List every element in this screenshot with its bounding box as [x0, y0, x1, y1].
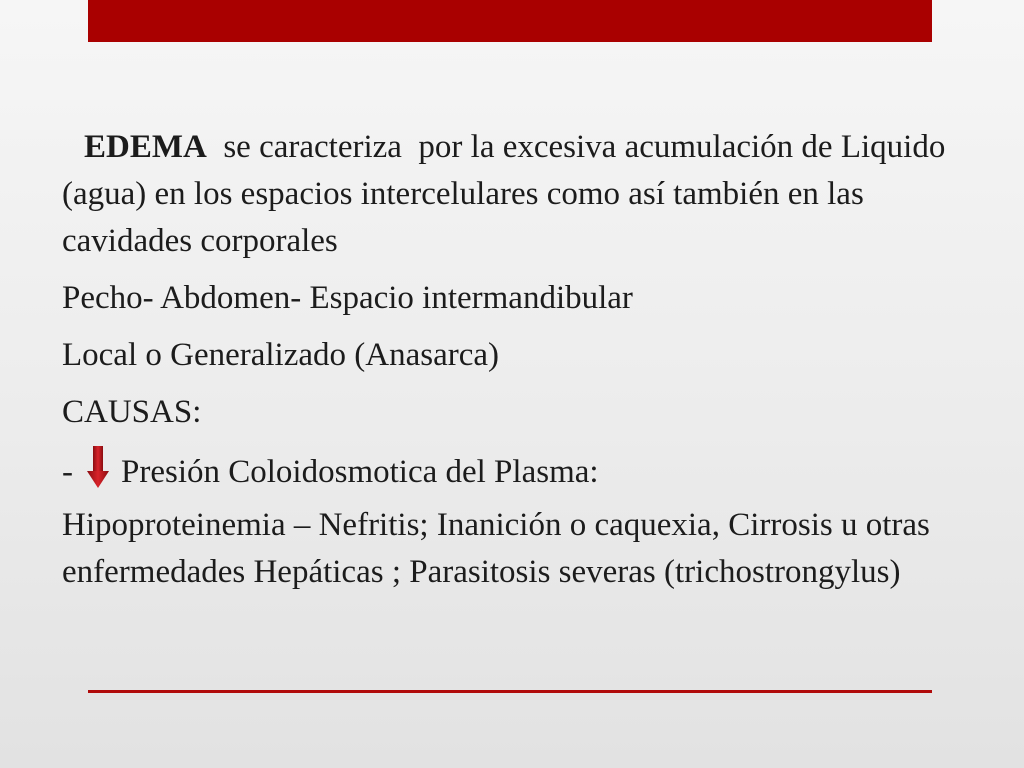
locations-line: Pecho- Abdomen- Espacio intermandibular: [62, 280, 633, 316]
cause-detail: Hipoproteinemia – Nefritis; Inanición o caquexia, Cirrosis u otras enfermedades Hepáticas ; Parasitosis severas (trichostrongylus): [62, 507, 930, 590]
cause-bullet: -: [62, 454, 73, 490]
slide-body: [62, 124, 962, 606]
causes-heading: CAUSAS:: [62, 394, 202, 430]
definition-term: EDEMA: [84, 129, 207, 165]
cause-item: [62, 446, 962, 596]
down-arrow-icon: [87, 446, 109, 502]
definition-text: se caracteriza por la excesiva acumulación de Liquido (agua) en los espacios intercelulares como así también en las cavidades corporales: [62, 129, 954, 259]
top-accent-bar: [88, 0, 932, 42]
extent-line: Local o Generalizado (Anasarca): [62, 337, 499, 373]
bottom-divider: [88, 690, 932, 693]
cause-lead: Presión Coloidosmotica del Plasma:: [121, 454, 599, 490]
definition-paragraph: [62, 124, 962, 265]
